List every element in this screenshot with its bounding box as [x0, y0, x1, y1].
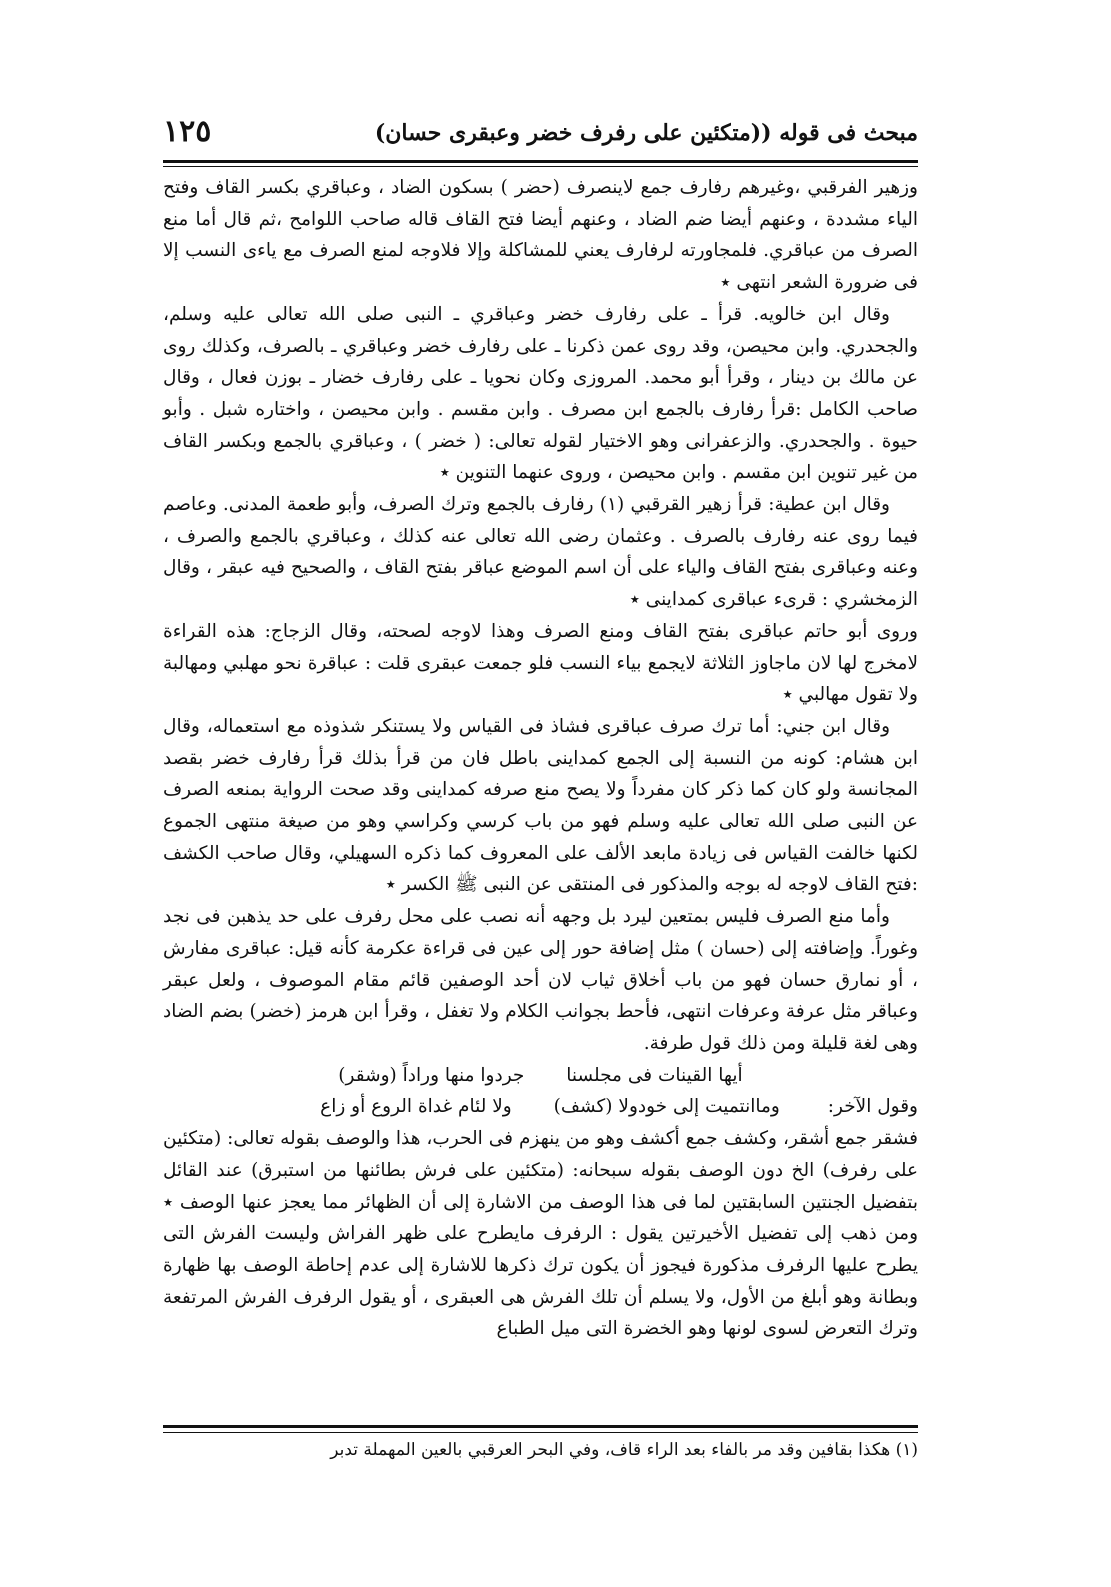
paragraph: فشقر جمع أشقر، وكشف جمع أكشف وهو من ينهزم فى الحرب، هذا والوصف بقوله تعالى: (متكئين على رفرف) الخ دون الوصف بقوله سبحانه: (متكئين على فرش بطائنها من استبرق) عند القائل بتفضيل الجنتين السابقتين لما فى هذا الوصف من الاشارة إلى أن الظهائر مما يعجز عنها الوصف ٭ ومن ذهب إلى تفضيل الأخيرتين يقول : الرفرف مايطرح على ظهر الفراش وليست الفرش التى يطرح عليها الرفرف مذكورة فيجوز أن يكون ترك ذكرها للاشارة إلى عدم إحاطة الوصف بها ظهارة وبطانة وهو أبلغ من الأول، ولا يسلم أن تلك الفرش هى العبقرى ، أو يقول الرفرف الفرش المرتفعة وترك التعرض لسوى لونها وهو الخضرة التى ميل الطباع — [163, 1128, 918, 1340]
page-header — [163, 114, 918, 160]
verse-second-hemistich: جردوا منها وراداً (وشقر) — [338, 1064, 525, 1086]
verse-first-hemistich: أيها القينات فى مجلسنا — [566, 1064, 743, 1086]
paragraph: وقال ابن خالويه. قرأ ـ على رفارف خضر وعباقري ـ النبى صلى الله تعالى عليه وسلم، والجحدري. وابن محيصن، وقد روى عمن ذكرنا ـ على رفارف خضر وعباقري ـ بالصرف، وكذلك روى عن مالك بن دينار ، وقرأ أبو محمد. المروزى وكان نحويا ـ على رفارف خضار ـ بوزن فعال ، وقال صاحب الكامل :قرأ رفارف بالجمع ابن مصرف . وابن مقسم . وابن محيصن ، واختاره شبل . وأبو حيوة . والجحدري. والزعفرانى وهو الاختيار لقوله تعالى: ( خضر ) ، وعباقري بالجمع وبكسر القاف من غير تنوين ابن مقسم . وابن محيصن ، وروى عنهما التنوين ٭ — [163, 303, 918, 484]
page-number: ١٢٥ — [163, 114, 212, 149]
paragraph: وزهير الفرقبي ،وغيرهم رفارف جمع لاينصرف (حضر ) بسكون الضاد ، وعباقري بكسر القاف وفتح الياء مشددة ، وعنهم أيضا ضم الضاد ، وعنهم أيضا فتح القاف قاله صاحب اللوامح ،ثم قال أما منع الصرف من عباقري. فلمجاورته لرفارف يعني للمشاكلة وإلا فلاوجه لمنع الصرف مع ياءى النسب إلا فى ضرورة الشعر انتهى ٭ — [163, 177, 918, 294]
footnote: (١) هكذا بقافين وقد مر بالفاء بعد الراء قاف، وفي البحر العرقبي بالعين المهملة تدبر — [330, 1440, 918, 1460]
paragraph: وروى أبو حاتم عباقرى بفتح القاف ومنع الصرف وهذا لاوجه لصحته، وقال الزجاج: هذه القراءة لامخرج لها لان ماجاوز الثلاثة لايجمع بياء النسب فلو جمعت عبقرى قلت : عباقرة نحو مهلبي ومهالبة ولا تقول مهالبي ٭ — [163, 620, 918, 706]
paragraph: وقال ابن جني: أما ترك صرف عباقرى فشاذ فى القياس ولا يستنكر شذوذه مع استعماله، وقال ابن هشام: كونه من النسبة إلى الجمع كمداينى باطل فان من قرأ بذلك قرأ رفارف خضر بقصد المجانسة ولو كان كما ذكر كان مفرداً ولا يصح منع صرفه كمداينى وقد صحت الرواية بمنعه الصرف عن النبى صلى الله تعالى عليه وسلم فهو من باب كرسي وكراسي وهو من صيغة منتهى الجموع لكنها خالفت القياس فى زيادة مابعد الألف على المعروف كما ذكره السهيلي، وقال صاحب الكشف :فتح القاف لاوجه له بوجه والمذكور فى المنتقى عن النبى ﷺ الكسر ٭ — [163, 715, 918, 896]
verse-intro: وقول الآخر: — [827, 1096, 918, 1118]
header-rule — [163, 160, 918, 163]
verse-first-hemistich: وماانتميت إلى خودولا (كشف) — [553, 1096, 780, 1118]
page — [163, 100, 918, 1540]
footnote-rule — [163, 1425, 918, 1428]
verse-line — [163, 1091, 918, 1123]
verse-second-hemistich: ولا لئام غداة الروع أو زاع — [320, 1096, 512, 1118]
paragraph: وقال ابن عطية: قرأ زهير القرقبي (١) رفارف بالجمع وترك الصرف، وأبو طعمة المدنى. وعاصم فيما روى عنه رفارف بالصرف . وعثمان رضى الله تعالى عنه كذلك ، وعباقري بالجمع والصرف ، وعنه وعباقرى بفتح القاف والياء على أن اسم الموضع عباقر بفتح القاف ، والصحيح فيه عبقر ، وقال الزمخشري : قرىء عباقرى كمداينى ٭ — [163, 494, 918, 611]
verse-line — [163, 1060, 918, 1092]
paragraph: وأما منع الصرف فليس بمتعين ليرد بل وجهه أنه نصب على محل رفرف على حد يذهبن فى نجد وغوراً. وإضافته إلى (حسان ) مثل إضافة حور إلى عين فى قراءة عكرمة كأنه قيل: عباقرى مفارش ، أو نمارق حسان فهو من باب أخلاق ثياب لان أحد الوصفين قائم مقام الموصوف ، ولعل عبقر وعباقر مثل عرفة وعرفات انتهى، فأحط بجوانب الكلام ولا تغفل ، وقرأ ابن هرمز (خضر) بضم الضاد وهى لغة قليلة ومن ذلك قول طرفة. — [163, 906, 918, 1054]
body-text — [163, 172, 918, 1345]
running-title: مبحث فى قوله ((متكئين على رفرف خضر وعبقرى حسان) — [374, 120, 918, 146]
